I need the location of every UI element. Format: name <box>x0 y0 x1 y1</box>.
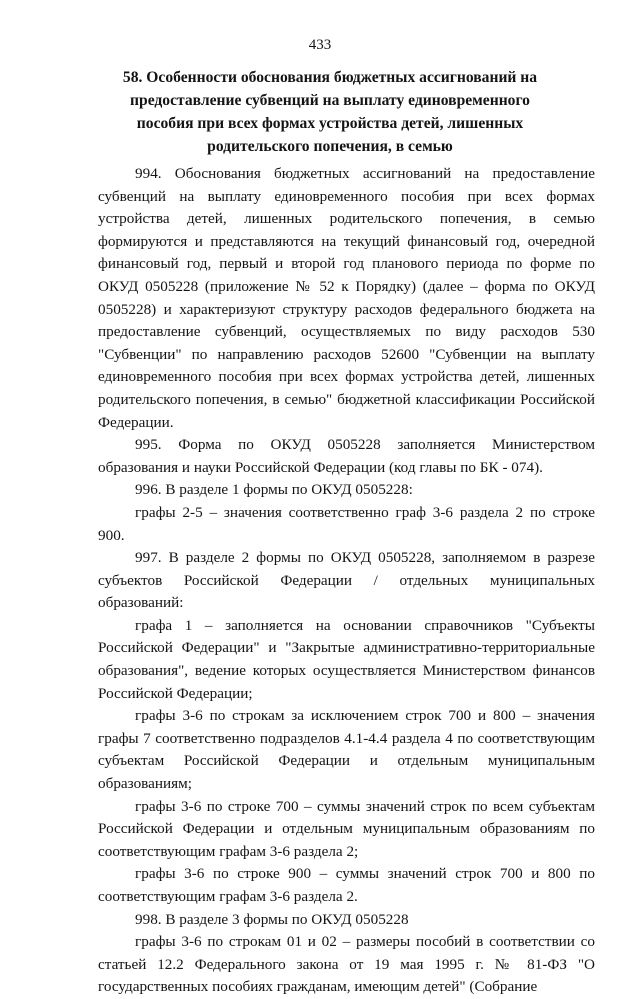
page-number: 433 <box>308 37 332 53</box>
paragraph-997-item-3: графы 3-6 по строке 700 – суммы значений строк по всем субъектам Российской Федерации и отдельным муниципальным образованиям по соответствующим графам 3-6 раздела 2; <box>98 797 595 860</box>
paragraph-997-item-2: графы 3-6 по строкам за исключением строк 700 и 800 – значения графы 7 соответственно подразделов 4.1-4.4 раздела 4 по соответствующим субъектам Российской Федерации и отдельным муниципальным образованиям; <box>98 707 595 793</box>
document-body <box>98 163 595 999</box>
paragraph-996-item: графы 2-5 – значения соответственно граф 3-6 раздела 2 по строке 900. <box>98 503 595 544</box>
paragraph-997-item-4: графы 3-6 по строке 900 – суммы значений строк 700 и 800 по соответствующим графам 3-6 раздела 2. <box>98 865 595 905</box>
paragraph-997: 997. В разделе 2 формы по ОКУД 0505228, заполняемом в разрезе субъектов Российской Федерации / отдельных муниципальных образований: <box>98 549 595 612</box>
paragraph-994: 994. Обоснования бюджетных ассигнований на предоставление субвенций на выплату единовременного пособия при всех формах устройства детей, лишенных родительского попечения, в семью формируются и представляются на текущий финансовый год, очередной финансовый год, первый и второй год планового периода по форме по ОКУД 0505228 (приложение № 52 к Порядку) (далее – форма по ОКУД 0505228) и характеризуют структуру расходов федерального бюджета на предоставление субвенций, осуществляемых по виду расходов 530 "Субвенции" по направлению расходов 52600 "Субвенции на выплату единовременного пособия при всех формах устройства детей, лишенных родительского попечения, в семью" бюджетной классификации Российской Федерации. <box>98 165 595 431</box>
paragraph-997-item-1: графа 1 – заполняется на основании справочников "Субъекты Российской Федерации" и "Закрытые административно-территориальные образования", ведение которых осуществляется Министерством финансов Российской Федерации; <box>98 616 595 702</box>
paragraph-998: 998. В разделе 3 формы по ОКУД 0505228 <box>135 910 409 928</box>
section-heading: 58. Особенности обоснования бюджетных ассигнований на предоставление субвенций на выплату единовременного пособия при всех формах устройства детей, лишенных родительского попечения, в семью <box>122 69 538 155</box>
paragraph-995: 995. Форма по ОКУД 0505228 заполняется Министерством образования и науки Российской Федерации (код главы по БК - 074). <box>98 436 595 476</box>
paragraph-996: 996. В разделе 1 формы по ОКУД 0505228: <box>135 481 413 499</box>
paragraph-998-item-1: графы 3-6 по строкам 01 и 02 – размеры пособий в соответствии со статьей 12.2 Федерального закона от 19 мая 1995 г. № 81-ФЗ "О государственных пособиях гражданам, имеющим детей" (Собрание <box>98 933 595 996</box>
